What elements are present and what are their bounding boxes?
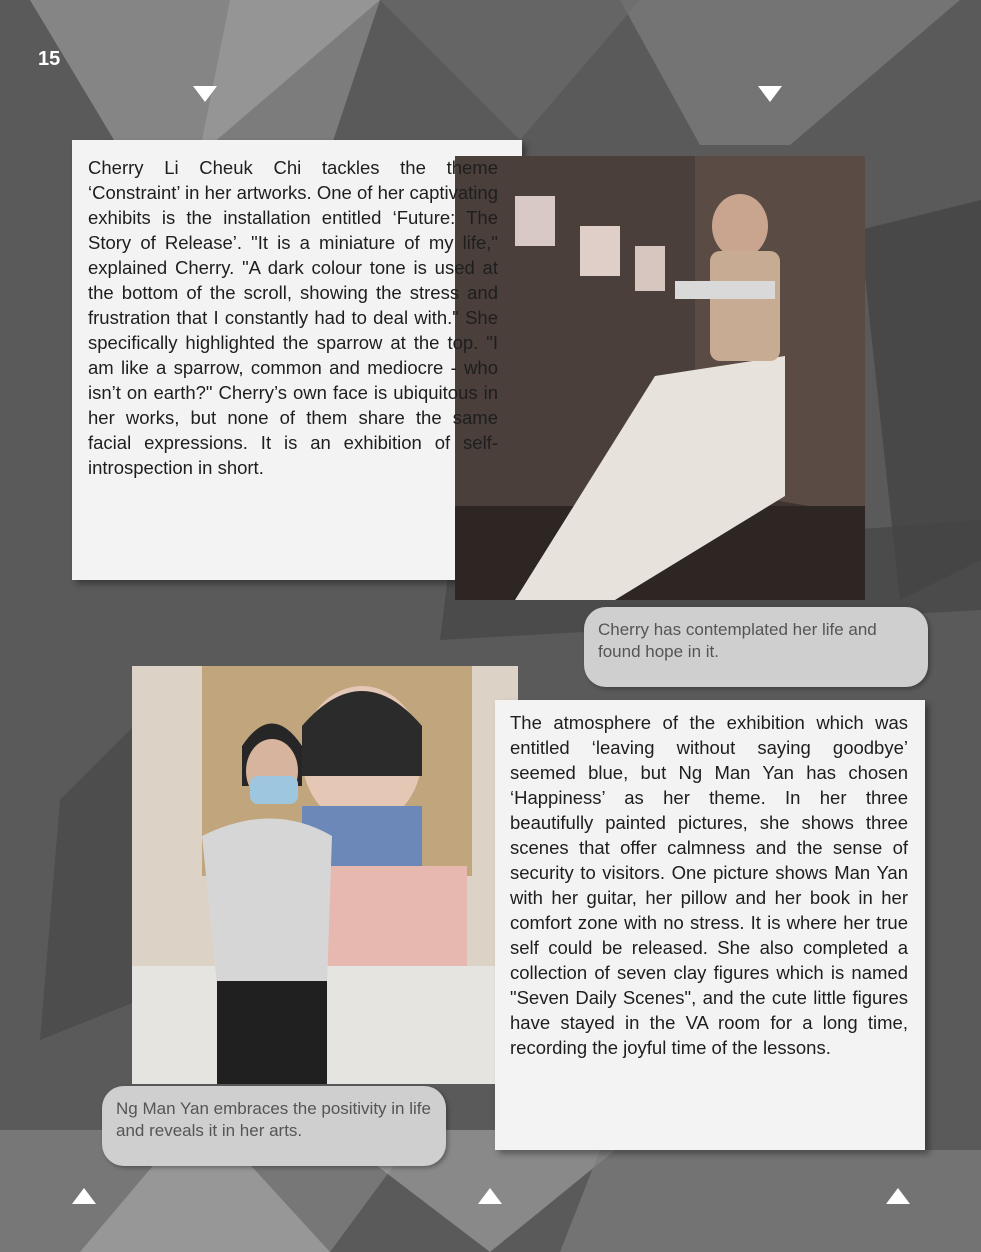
triangle-down-icon	[193, 86, 217, 102]
caption-bottom: Ng Man Yan embraces the positivity in life and reveals it in her arts.	[102, 1086, 446, 1166]
man-yan-photo	[132, 666, 518, 1084]
cherry-artwork-photo	[455, 156, 865, 600]
page-number: 15	[38, 48, 61, 70]
article-text-bottom: The atmosphere of the exhibition which was entitled ‘leaving without saying goodbye’ seemed blue, but Ng Man Yan has chosen ‘Happiness’ as her theme. In her three beautifully painted pictures, she shows three scenes that offer calmness and the sense of security to visitors. One picture shows Man Yan with her guitar, her pillow and her book in her comfort zone with no stress. It is where her true self could be released. She also completed a collection of seven clay figures which is named "Seven Daily Scenes", and the cute little figures have stayed in the VA room for a long time, recording the joyful time of the lessons.	[510, 712, 908, 1058]
triangle-up-icon	[478, 1188, 502, 1204]
caption-top: Cherry has contemplated her life and found hope in it.	[584, 607, 928, 687]
article-text-top: Cherry Li Cheuk Chi tackles the theme ‘Constraint’ in her artworks. One of her captivating exhibits is the installation entitled ‘Future: The Story of Release’. "It is a miniature of my life," explained Cherry. "A dark colour tone is used at the bottom of the scroll, showing the stress and frustration that I constantly had to deal with." She specifically highlighted the sparrow at the top. "I am like a sparrow, common and mediocre - who isn’t on earth?" Cherry’s own face is ubiquitous in her works, but none of them share the same facial expressions. It is an exhibition of self-introspection in short.	[88, 157, 498, 478]
triangle-down-icon	[758, 86, 782, 102]
triangle-up-icon	[886, 1188, 910, 1204]
triangle-up-icon	[72, 1188, 96, 1204]
